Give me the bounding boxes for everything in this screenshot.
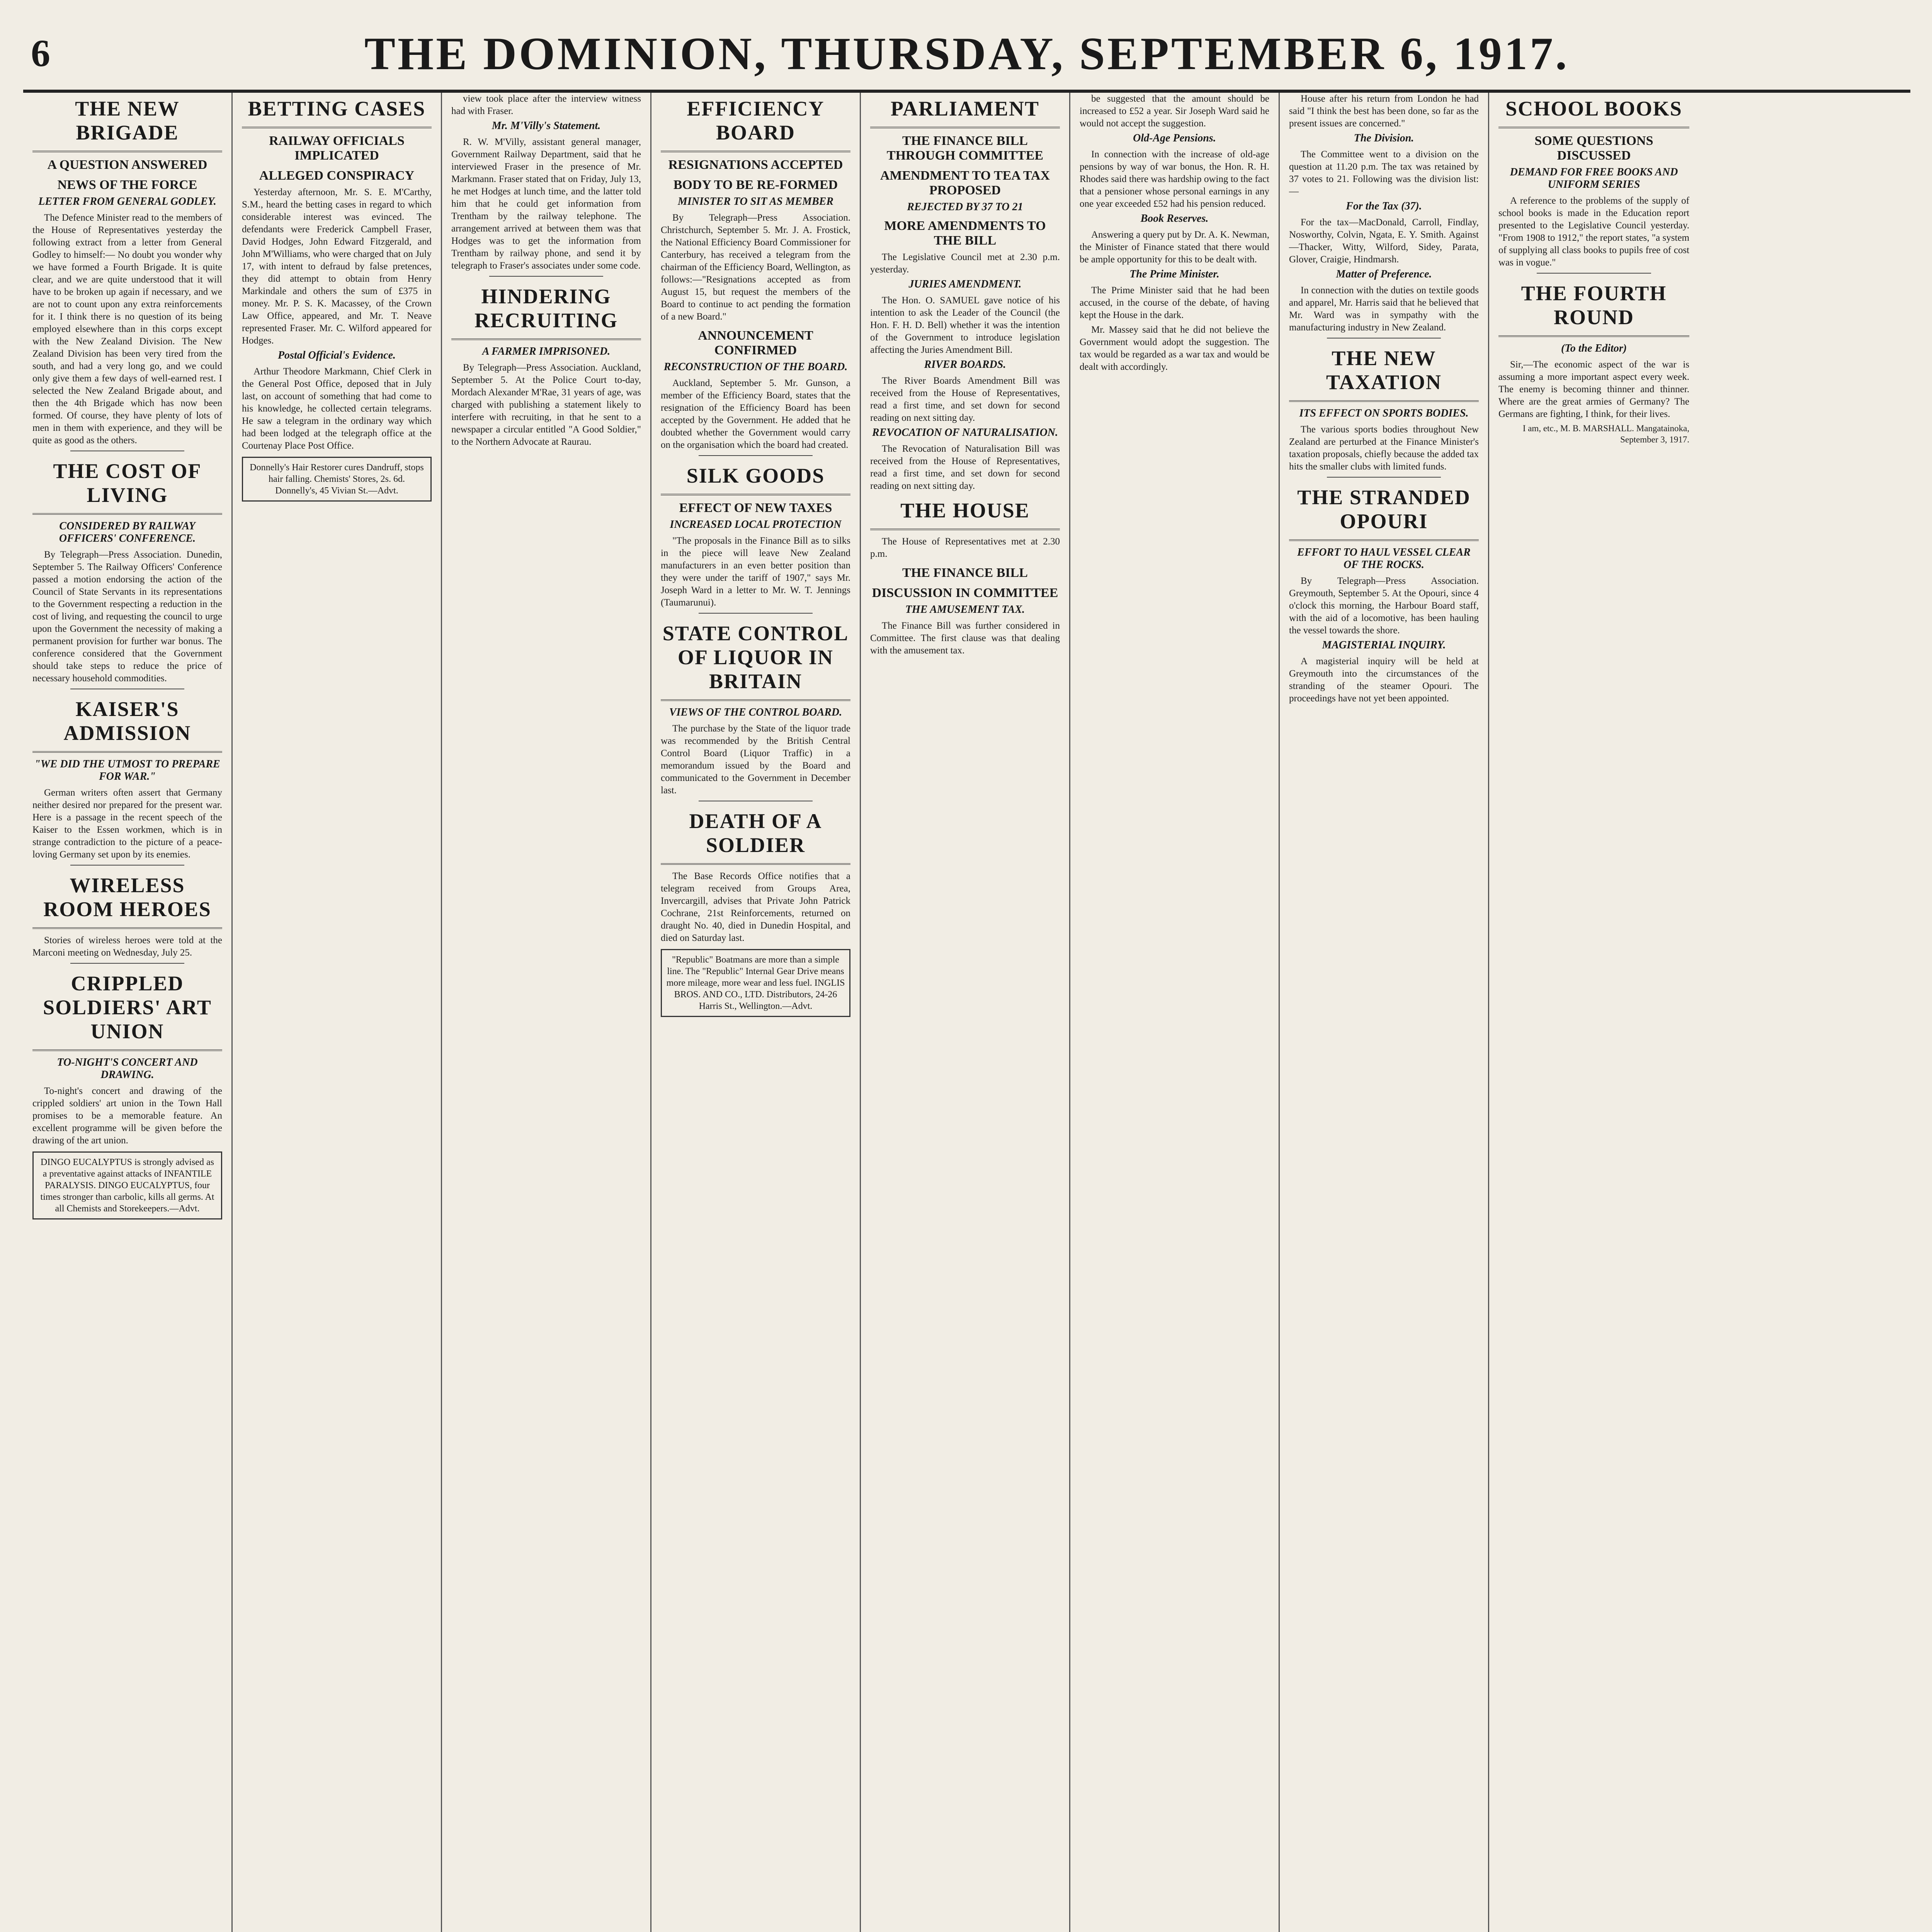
subheadline: INCREASED LOCAL PROTECTION: [670, 519, 842, 531]
article-body: A reference to the problems of the supply of school books is made in the Education report presented to the Legislative Council yesterday. "From 1908 to 1912," the report states, "a system of supplying all class books to pupils free of cost was in vogue.": [1498, 196, 1689, 268]
subheadline: MAGISTERIAL INQUIRY.: [1322, 639, 1446, 651]
subheadline: LETTER FROM GENERAL GODLEY.: [38, 196, 216, 207]
headline: THE FOURTH ROUND: [1498, 277, 1689, 337]
headline: WIRELESS ROOM HEROES: [32, 869, 222, 929]
article-body: The Revocation of Naturalisation Bill was received from the House of Representatives, read a first time, and set down for second reading on next sitting day.: [870, 444, 1060, 491]
subheadline: CONSIDERED BY RAILWAY OFFICERS' CONFERENCE.: [59, 520, 196, 544]
article-body: The Legislative Council met at 2.30 p.m. yesterday.: [870, 252, 1060, 275]
headline: THE COST OF LIVING: [32, 455, 222, 515]
article-body: view took place after the interview witness had with Fraser.: [451, 94, 641, 116]
masthead: [23, 15, 1910, 93]
article-body: By Telegraph—Press Association. Dunedin, September 5. The Railway Officers' Conference passed a motion endorsing the action of the Council of State Servants in its representations to the Government respecting a reduction in the cost of living, and requesting the council to urge upon the Government the necessity of making a permanent provision for further war bonus. The conference considered that the Government should take steps to reduce the price of necessary household commodities.: [32, 549, 222, 684]
subheadline: Mr. M'Villy's Statement.: [492, 120, 601, 132]
subheadline: THE AMUSEMENT TAX.: [905, 604, 1025, 616]
newspaper-title: THE DOMINION, THURSDAY, SEPTEMBER 6, 1917.: [364, 28, 1570, 79]
headline: HINDERING RECRUITING: [451, 281, 641, 340]
headline: DEATH OF A SOLDIER: [661, 805, 850, 865]
subheadline: NEWS OF THE FORCE: [57, 178, 197, 192]
headline: SCHOOL BOOKS: [1498, 93, 1689, 128]
subheadline: "WE DID THE UTMOST TO PREPARE FOR WAR.": [34, 758, 220, 782]
article-body: The Base Records Office notifies that a telegram received from Groups Area, Invercargill, advises that Private John Patrick Cochrane, 21st Reinforcements, returned on draught No. 40, died in Dunedin Hospital, and died on Saturday last.: [661, 871, 850, 943]
subheadline: JURIES AMENDMENT.: [908, 278, 1022, 290]
headline: PARLIAMENT: [870, 93, 1060, 128]
subheadline: AMENDMENT TO TEA TAX PROPOSED: [880, 168, 1050, 197]
headline: KAISER'S ADMISSION: [32, 693, 222, 753]
article-body: Auckland, September 5. Mr. Gunson, a member of the Efficiency Board, states that the resignation of the Efficiency Board has been accepted by the Government. He added that he doubted whether the Government would carry on the organisation which the board had created.: [661, 378, 850, 450]
article-body: The various sports bodies throughout New Zealand are perturbed at the Finance Minister's taxation proposals, chiefly because the added tax hits the smaller clubs with limited funds.: [1289, 424, 1479, 472]
column-4: [651, 93, 861, 1932]
subheadline: VIEWS OF THE CONTROL BOARD.: [669, 706, 842, 718]
article-body: Sir,—The economic aspect of the war is assuming a more important aspect every week. The enemy is becoming thinner and thinner. Where are the great armies of Germany? The Germans are fighting, I think, for their lives.: [1498, 359, 1689, 419]
subheadline: Book Reserves.: [1140, 213, 1209, 224]
subheadline: RESIGNATIONS ACCEPTED: [668, 158, 843, 172]
column-2: [233, 93, 442, 1932]
article-body: By Telegraph—Press Association. Christchurch, September 5. Mr. J. A. Frostick, the National Efficiency Board Commissioner for Canterbury, has received a telegram from the chairman of the Efficiency Board, Wellington, as follows:—"Resignations accepted as from August 15, but request the members of the Board to continue to act pending the formation of a new Board.": [661, 213, 850, 322]
article-body: A magisterial inquiry will be held at Greymouth into the circumstances of the stranding of the steamer Opouri. The proceedings have not yet been appointed.: [1289, 656, 1479, 704]
article-body: House after his return from London he had said "I think the best has been done, so far as the present issues are concerned.": [1289, 94, 1479, 129]
subheadline: DEMAND FOR FREE BOOKS AND UNIFORM SERIES: [1510, 166, 1678, 190]
article-body: Yesterday afternoon, Mr. S. E. M'Carthy, S.M., heard the betting cases in regard to which considerable interest was evinced. The defendants were Frederick Campbell Fraser, David Hodges, John Edward Fitzgerald, and John M'Williams, who were charged that on July 17, with intent to defraud by false pretences, they did attempt to obtain from Henry Markindale and others the sum of £375 in money. Mr. P. S. K. Macassey, of the Crown Law Office, appeared, and Mr. T. Neave represented Fraser. Mr. C. Wilford appeared for Hodges.: [242, 187, 432, 346]
subheadline: A QUESTION ANSWERED: [47, 158, 207, 172]
headline: STATE CONTROL OF LIQUOR IN BRITAIN: [661, 617, 850, 701]
advertisement: Donnelly's Hair Restorer cures Dandruff, stops hair falling. Chemists' Stores, 2s. 6d. Donnelly's, 45 Vivian St.—Advt.: [242, 457, 432, 502]
article-body: The Finance Bill was further considered in Committee. The first clause was that dealing with the amusement tax.: [870, 621, 1060, 656]
article-body: In connection with the duties on textile goods and apparel, Mr. Harris said that he believed that Mr. Ward was in sympathy with the manufacturing industry in New Zealand.: [1289, 285, 1479, 333]
subheadline: The Division.: [1354, 132, 1414, 144]
headline: THE NEW TAXATION: [1289, 342, 1479, 402]
article-body: Mr. Massey said that he did not believe the Government would adopt the suggestion. The tax would be regarded as a war tax and would be dealt with accordingly.: [1080, 325, 1269, 372]
columns: [23, 93, 1910, 1932]
column-8: [1489, 93, 1699, 1932]
advertisement: DINGO EUCALYPTUS is strongly advised as a preventative against attacks of INFANTILE PARALYSIS. DINGO EUCALYPTUS, four times stronger than carbolic, kills all germs. At all Chemists and Storekeepers.—Advt.: [32, 1151, 222, 1219]
article-body: The Defence Minister read to the members of the House of Representatives yesterday the following extract from a letter from General Godley to himself:— No doubt you wonder why we have formed a Fourth Brigade. It is quite clear, and we are quite understood that it will have to be broken up again if necessary, and we are not to count upon any extra reinforcements for it. I think there is no question of its being employed elsewhere than in this corps except with the New Zealand Division. The New Zealand Division has been very tired from the south, and had a very long go, and we could only give them a few days of well-earned rest. I selected the New Zealand Brigade about, and then the 4th Brigade which has now been formed. Of course, they have plenty of lots of men in them with experience, and they will be quite as good as the others.: [32, 213, 222, 446]
subheadline: Postal Official's Evidence.: [277, 349, 396, 361]
article-body: In connection with the increase of old-age pensions by way of war bonus, the Hon. R. H. Rhodes said there was hardship owing to the fact that a pensioner whose personal earnings in any one year exceeded £52 had his pension reduced.: [1080, 149, 1269, 209]
column-7: [1280, 93, 1489, 1932]
article-body: To-night's concert and drawing of the crippled soldiers' art union in the Town Hall promises to be a memorable feature. An excellent programme will be given before the drawing of the art union.: [32, 1086, 222, 1146]
subheadline: SOME QUESTIONS DISCUSSED: [1534, 134, 1653, 163]
subheadline: For the Tax (37).: [1346, 200, 1422, 212]
subheadline: ALLEGED CONSPIRACY: [259, 168, 415, 183]
signature: I am, etc., M. B. MARSHALL. Mangatainoka, September 3, 1917.: [1522, 423, 1689, 444]
article-body: "The proposals in the Finance Bill as to silks in the piece will leave New Zealand manufacturers in an even better position than they were under the tariff of 1907," says Mr. Joseph Ward in a letter to Mr. W. T. Jennings (Taumarunui).: [661, 536, 850, 608]
subheadline: DISCUSSION IN COMMITTEE: [872, 586, 1058, 600]
article-body: Arthur Theodore Markmann, Chief Clerk in the General Post Office, deposed that in July last, on account of something that had come to his knowledge, he collected certain telegrams. He saw a telegram in the ordinary way which had been lodged at the telegraph office at the Courtenay Place Post Office.: [242, 366, 432, 451]
subheadline: A FARMER IMPRISONED.: [482, 345, 611, 357]
article-body: The Committee went to a division on the question at 11.20 p.m. The tax was retained by 37 votes to 21. Following was the division list:—: [1289, 149, 1479, 197]
subheadline: MORE AMENDMENTS TO THE BILL: [884, 219, 1046, 248]
subheadline: ANNOUNCEMENT CONFIRMED: [698, 328, 813, 357]
subheadline: RECONSTRUCTION OF THE BOARD.: [663, 361, 848, 373]
column-5: [861, 93, 1070, 1932]
subheadline: THE FINANCE BILL THROUGH COMMITTEE: [886, 134, 1044, 163]
headline: THE HOUSE: [870, 495, 1060, 530]
headline: EFFICIENCY BOARD: [661, 93, 850, 152]
article-body: The Hon. O. SAMUEL gave notice of his intention to ask the Leader of the Council (the Hon. F. H. D. Bell) whether it was the intention of the Government to introduce legislation affecting the Juries Amendment Bill.: [870, 295, 1060, 355]
subheadline: EFFORT TO HAUL VESSEL CLEAR OF THE ROCKS.: [1297, 546, 1471, 571]
subheadline: Matter of Preference.: [1336, 268, 1432, 280]
subheadline: EFFECT OF NEW TAXES: [679, 501, 832, 515]
subheadline: REJECTED BY 37 TO 21: [907, 201, 1023, 213]
article-body: The Prime Minister said that he had been accused, in the course of the debate, of having kept the House in the dark.: [1080, 285, 1269, 320]
headline: THE NEW BRIGADE: [32, 93, 222, 152]
subheadline: Old-Age Pensions.: [1133, 132, 1216, 144]
subheadline: ITS EFFECT ON SPORTS BODIES.: [1299, 407, 1469, 419]
article-body: For the tax—MacDonald, Carroll, Findlay, Nosworthy, Colvin, Ngata, E. Y. Smith. Against—Thacker, Witty, Wilford, Sidey, Parata, Glover, Craigie, Hindmarsh.: [1289, 217, 1479, 265]
subheadline: The Prime Minister.: [1129, 268, 1219, 280]
article-body: The purchase by the State of the liquor trade was recommended by the British Central Control Board (Liquor Traffic) in a memorandum issued by the Board and communicated to the Government in December last.: [661, 723, 850, 796]
subheadline: REVOCATION OF NATURALISATION.: [872, 427, 1058, 439]
subheadline: BODY TO BE RE-FORMED: [673, 178, 838, 192]
headline: SILK GOODS: [661, 460, 850, 495]
advertisement: "Republic" Boatmans are more than a simple line. The "Republic" Internal Gear Drive means more mileage, more wear and less fuel. INGLIS BROS. AND CO., LTD. Distributors, 24-26 Harris St., Wellington.—Advt.: [661, 949, 850, 1017]
column-1: [23, 93, 233, 1932]
page-number: 6: [31, 32, 50, 75]
column-3: [442, 93, 651, 1932]
article-body: By Telegraph—Press Association. Auckland, September 5. At the Police Court to-day, Mordach Alexander M'Rae, 31 years of age, was charged with publishing a statement likely to interfere with recruiting, in that he sent to a newspaper a circular entitled "A Good Soldier," to the Northern Advocate at Raurau.: [451, 362, 641, 447]
article-body: The River Boards Amendment Bill was received from the House of Representatives, read a first time, and set down for second reading on next sitting day.: [870, 376, 1060, 423]
article-body: German writers often assert that Germany neither desired nor prepared for the present war. Here is a passage in the recent speech of the Kaiser to the Essen workmen, which is in strange contradiction to the picture of a peace-loving Germany set upon by its enemies.: [32, 787, 222, 860]
article-body: By Telegraph—Press Association. Greymouth, September 5. At the Opouri, since 4 o'clock this morning, the Harbour Board staff, with the aid of a locomotive, has been hauling the vessel towards the shore.: [1289, 576, 1479, 636]
subheadline: TO-NIGHT'S CONCERT AND DRAWING.: [57, 1056, 198, 1081]
subheadline: RAILWAY OFFICIALS IMPLICATED: [269, 134, 405, 163]
subheadline: (To the Editor): [1561, 342, 1627, 354]
article-body: The House of Representatives met at 2.30 p.m.: [870, 536, 1060, 559]
column-6: [1070, 93, 1280, 1932]
article-body: Stories of wireless heroes were told at the Marconi meeting on Wednesday, July 25.: [32, 935, 222, 958]
article-body: be suggested that the amount should be increased to £52 a year. Sir Joseph Ward said he would not accept the suggestion.: [1080, 94, 1269, 129]
headline: THE STRANDED OPOURI: [1289, 481, 1479, 541]
headline: CRIPPLED SOLDIERS' ART UNION: [32, 968, 222, 1051]
headline: BETTING CASES: [242, 93, 432, 128]
article-body: Answering a query put by Dr. A. K. Newman, the Minister of Finance stated that there would be ample opportunity for this to be dealt with.: [1080, 230, 1269, 265]
subheadline: MINISTER TO SIT AS MEMBER: [677, 196, 834, 207]
article-body: R. W. M'Villy, assistant general manager, Government Railway Department, said that he interviewed Fraser in the presence of Mr. Markmann. Fraser stated that on Friday, July 13, he met Hodges at lunch time, and the latter told him that he could get information from Trentham by the railway telephone. The arrangement arrived at between them was that Hodges was to get the information from Trentham by railway phone, and send it by telegraph to Fraser's associates under some code.: [451, 137, 641, 271]
subheadline: RIVER BOARDS.: [924, 359, 1006, 371]
subheadline: THE FINANCE BILL: [902, 566, 1028, 580]
